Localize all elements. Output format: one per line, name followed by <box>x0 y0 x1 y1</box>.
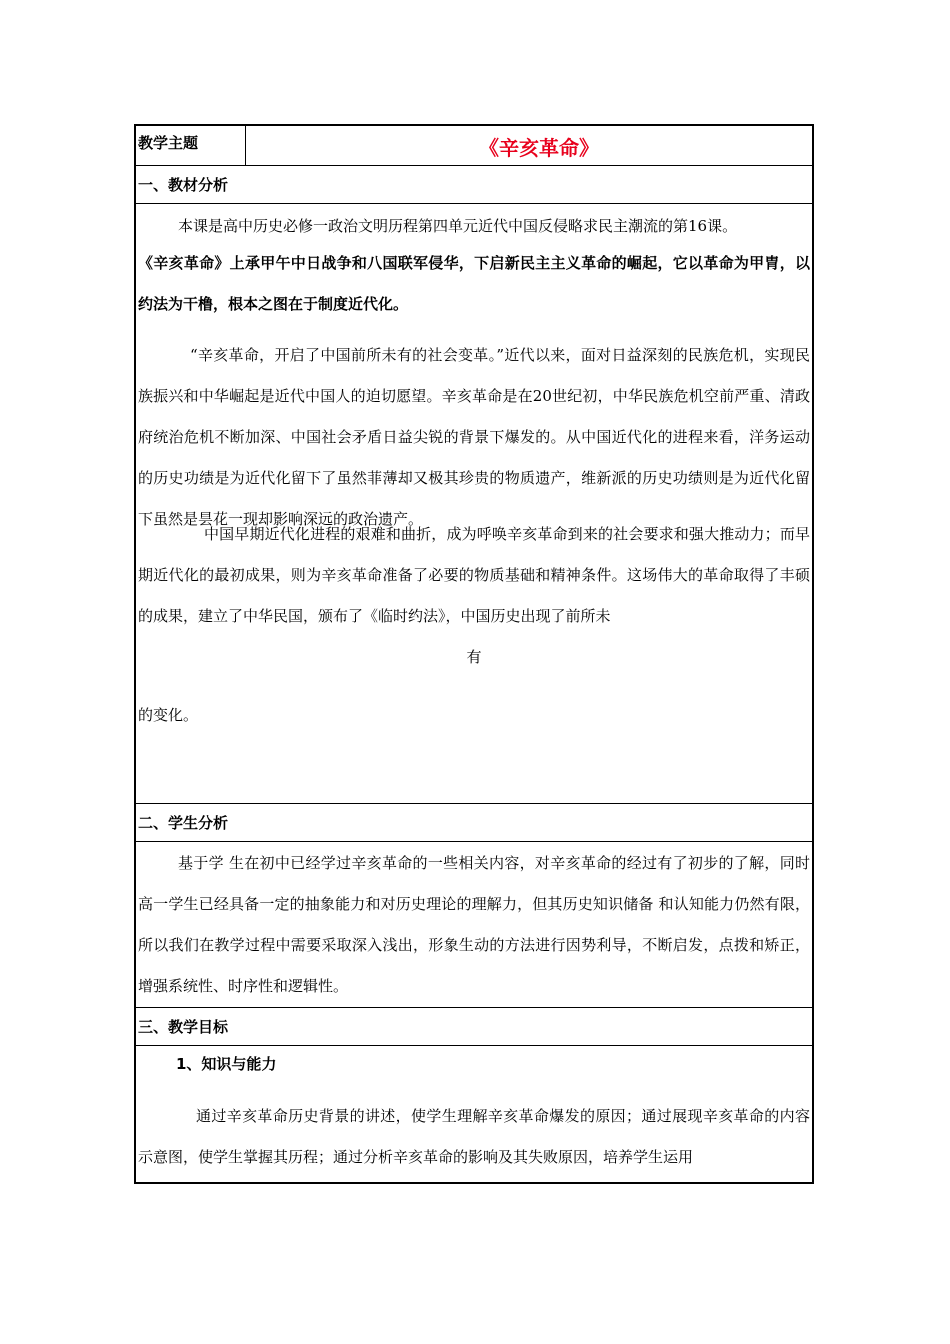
section3-content <box>136 1046 812 1182</box>
topic-label: 教学主题 <box>136 126 246 165</box>
section1-heading: 一、教材分析 <box>138 176 229 194</box>
section2-heading-row <box>136 804 812 842</box>
section3-sub-heading: 1、知识与能力 <box>176 1055 277 1073</box>
section1-tail-word: 的变化。 <box>138 706 199 724</box>
section2-heading: 二、学生分析 <box>138 814 229 832</box>
section2-text: 基于学 生在初中已经学过辛亥革命的一些相关内容，对辛亥革命的经过有了初步的了解，同时高一学生已经具备一定的抽象能力和对历史理论的理解力，但其历史知识储备 和认知能力仍然有限，所以我们在教学过程中需要采取深入浅出，形象生动的方法进行因势利导，不断启发，点拨和矫正，增强系统性、时序性和逻辑性。 <box>138 854 810 995</box>
section3-heading-row <box>136 1008 812 1046</box>
section3-text: 通过辛亥革命历史背景的讲述，使学生理解辛亥革命爆发的原因；通过展现辛亥革命的内容示意图，使学生掌握其历程；通过分析辛亥革命的影响及其失败原因，培养学生运用 <box>138 1107 810 1166</box>
section1-center-word: 有 <box>466 648 482 666</box>
section3-heading: 三、教学目标 <box>138 1018 229 1036</box>
section1-bold-statement: 《辛亥革命》上承甲午中日战争和八国联军侵华，下启新民主主义革命的崛起，它以革命为甲胄，以约法为干橹，根本之图在于制度近代化。 <box>138 254 810 313</box>
section1-content <box>136 204 812 804</box>
section2-content <box>136 842 812 1008</box>
section1-quote-paragraph: “辛亥革命，开启了中国前所未有的社会变革。”近代以来，面对日益深刻的民族危机，实现民族振兴和中华崛起是近代中国人的迫切愿望。辛亥革命是在20世纪初，中华民族危机空前严重、清政府统治危机不断加深、中国社会矛盾日益尖锐的背景下爆发的。从中国近代化的进程来看，洋务运动的历史功绩是为近代化留下了虽然菲薄却又极其珍贵的物质遗产，维新派的历史功绩则是为近代化留下虽然是昙花一现却影响深远的政治遗产。 <box>138 346 810 528</box>
topic-row <box>136 126 812 166</box>
section1-intro: 本课是高中历史必修一政治文明历程第四单元近代中国反侵略求民主潮流的第16课。 <box>178 217 738 235</box>
lesson-plan-table <box>134 124 814 1184</box>
section1-process-paragraph: 中国早期近代化进程的艰难和曲折，成为呼唤辛亥革命到来的社会要求和强大推动力；而早期近代化的最初成果，则为辛亥革命准备了必要的物质基础和精神条件。这场伟大的革命取得了丰硕的成果，建立了中华民国，颁布了《临时约法》，中国历史出现了前所未 <box>138 525 810 625</box>
topic-title: 《辛亥革命》 <box>479 136 599 160</box>
section1-heading-row <box>136 166 812 204</box>
